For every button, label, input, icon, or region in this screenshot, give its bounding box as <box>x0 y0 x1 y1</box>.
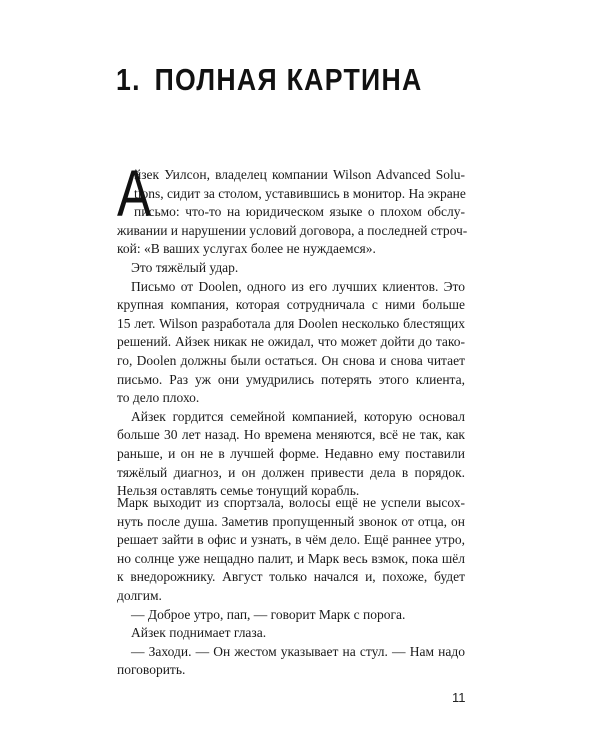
text-line: Марк выходит из спортзала, волосы ещё не успели высох- <box>117 495 465 510</box>
text-line: кой: «В ваших услугах более не нуждаемся». <box>117 241 376 257</box>
text-line: живании и нарушении условий договора, а последней строч- <box>117 222 468 238</box>
text-line: раньше, и он не в лучшей форме. Недавно ему поставили <box>117 445 465 461</box>
paragraph-block-2 <box>117 494 465 680</box>
text-line: — Доброе утро, пап, — говорит Марк с порога. <box>131 606 406 622</box>
text-line: нуть после душа. Заметив пропущенный звонок от отца, он <box>117 513 465 529</box>
text-line: письмо: что-то на юридическом языке о плохом обслу- <box>134 204 465 220</box>
text-line: поговорить. <box>117 662 186 678</box>
page-number: 11 <box>452 690 466 705</box>
text-line: tions, сидит за столом, уставившись в монитор. На экране <box>134 185 466 201</box>
text-line: но солнце уже нещадно палит, и Марк весь взмок, пока шёл <box>117 550 465 566</box>
chapter-title <box>116 62 423 98</box>
text-line: решений. Айзек никак не ожидал, что может дойти до тако- <box>117 334 465 350</box>
chapter-title-text: ПОЛНАЯ КАРТИНА <box>154 62 423 97</box>
text-line: письмо. Раз уж они умудрились потерять этого клиента, <box>117 371 465 387</box>
drop-cap: А <box>117 156 152 230</box>
text-line: йзек Уилсон, владелец компании Wilson Advanced Solu- <box>134 167 465 182</box>
text-line: то дело плохо. <box>117 390 200 406</box>
text-line: Айзек гордится семейной компанией, которую основал <box>131 408 465 424</box>
text-line: Нельзя оставлять семье тонущий корабль. <box>117 483 360 499</box>
text-line: долгим. <box>117 587 162 603</box>
text-line: Письмо от Doolen, одного из его лучших клиентов. Это <box>131 278 465 294</box>
paragraph-block-1 <box>117 166 468 501</box>
text-line: крупная компания, которая сотрудничала с ними больше <box>117 297 465 313</box>
text-line: Айзек поднимает глаза. <box>131 625 267 641</box>
text-line: больше 30 лет назад. Но времена меняются, всё не так, как <box>117 427 465 443</box>
text-line: — Заходи. — Он жестом указывает на стул. — Нам надо <box>131 643 465 659</box>
text-line: тяжёлый диагноз, и он должен привести дела в порядок. <box>117 464 465 480</box>
text-line: к внедорожнику. Август только начался и, похоже, будет <box>117 569 465 585</box>
chapter-number: 1. <box>116 62 141 97</box>
text-line: 15 лет. Wilson разработала для Doolen несколько блестящих <box>117 315 465 331</box>
text-line: Это тяжёлый удар. <box>131 259 239 275</box>
text-line: решает зайти в офис и узнать, в чём дело. Ещё раннее утро, <box>117 532 465 548</box>
text-line: го, Doolen должны были остаться. Он снова и снова читает <box>117 352 465 368</box>
